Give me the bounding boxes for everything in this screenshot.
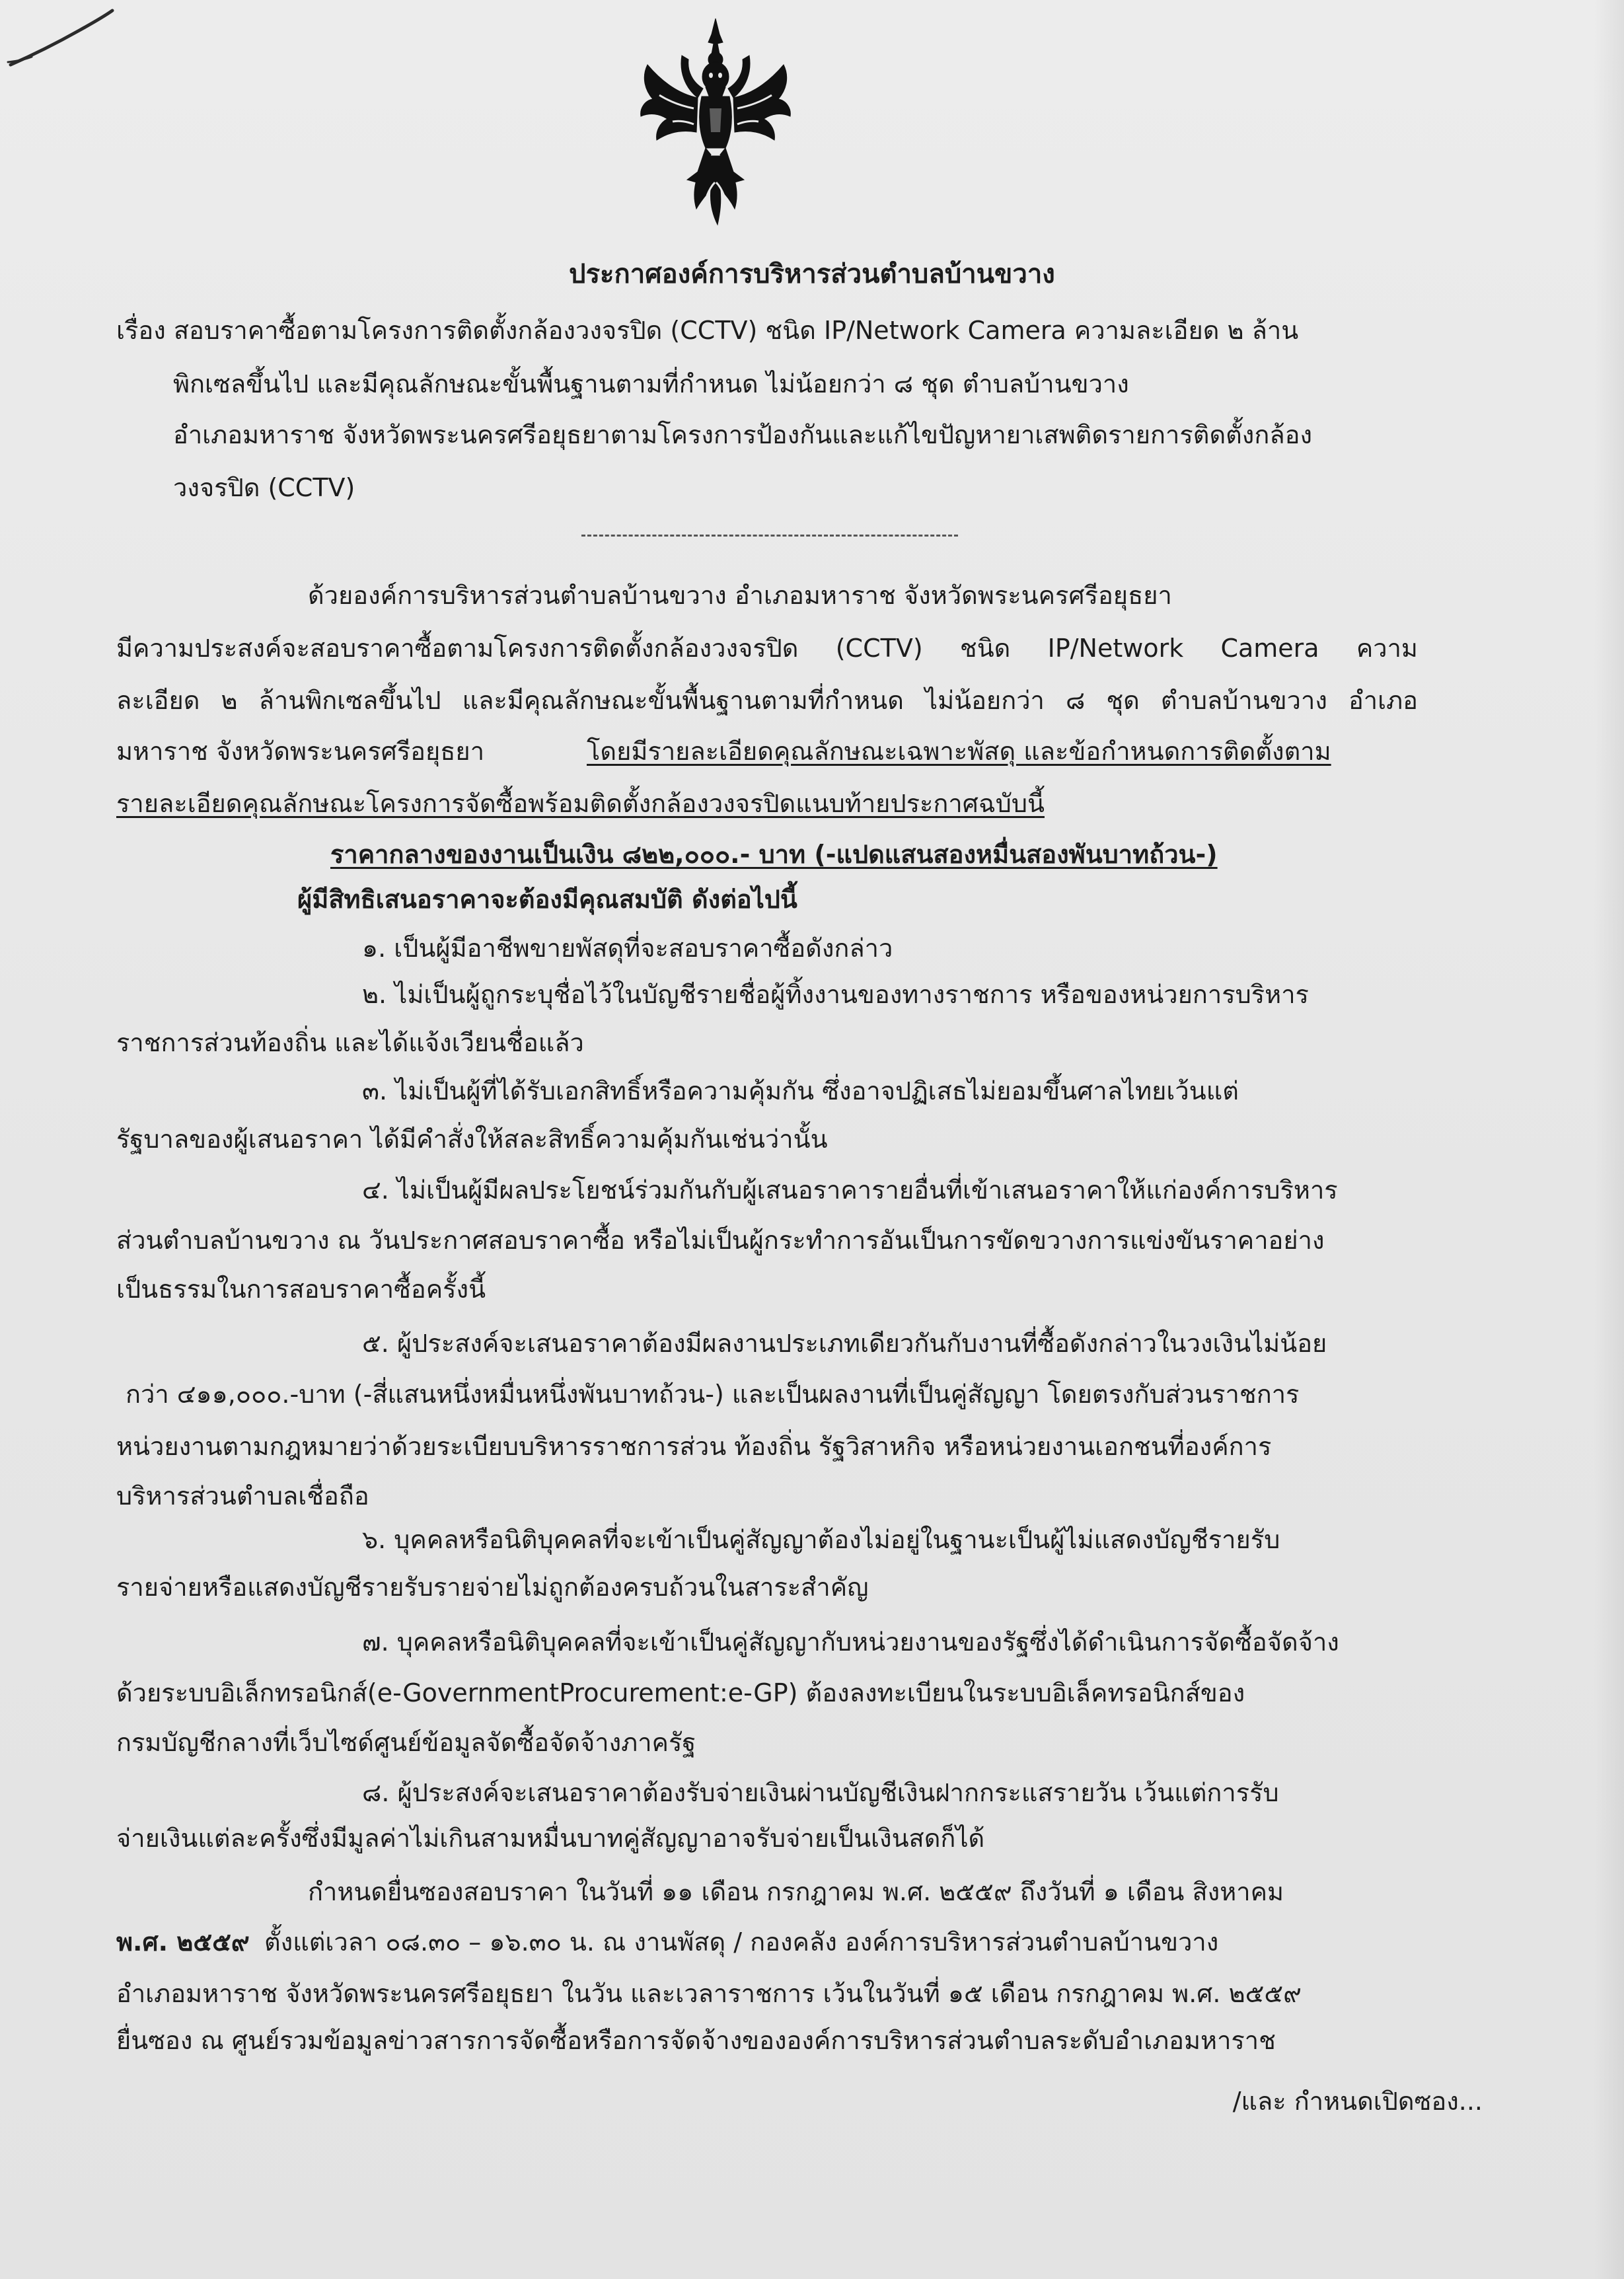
condition-2-line-2: ราชการส่วนท้องถิ่น และได้แจ้งเวียนชื่อแล้ว — [116, 1028, 584, 1057]
qualification-heading: ผู้มีสิทธิเสนอราคาจะต้องมีคุณสมบัติ ดังต่อไปนี้ — [297, 885, 797, 914]
condition-4-line-3: เป็นธรรมในการสอบราคาซื้อครั้งนี้ — [116, 1275, 486, 1304]
condition-2-line-1: ๒. ไม่เป็นผู้ถูกระบุชื่อไว้ในบัญชีรายชื่อผู้ทิ้งงานของทางราชการ หรือของหน่วยการบริหาร — [362, 980, 1309, 1009]
condition-4-line-1: ๔. ไม่เป็นผู้มีผลประโยชน์ร่วมกันกับผู้เสนอราคารายอื่นที่เข้าเสนอราคาให้แก่องค์การบริหาร — [362, 1176, 1338, 1205]
intro-line-4-plain: มหาราช จังหวัดพระนครศรีอยุธยา — [116, 737, 485, 766]
condition-3-line-2: รัฐบาลของผู้เสนอราคา ได้มีคำสั่งให้สละสิทธิ์ความคุ้มกันเช่นว่านั้น — [116, 1125, 828, 1154]
condition-8-line-2: จ่ายเงินแต่ละครั้งซึ่งมีมูลค่าไม่เกินสามหมื่นบาทคู่สัญญาอาจรับจ่ายเป็นเงินสดก็ได้ — [116, 1824, 985, 1853]
condition-7-line-1: ๗. บุคคลหรือนิติบุคคลที่จะเข้าเป็นคู่สัญญากับหน่วยงานของรัฐซึ่งได้ดำเนินการจัดซื้อจัดจ้าง — [362, 1627, 1339, 1657]
condition-5-line-2: กว่า ๔๑๑,๐๐๐.-บาท (-สี่แสนหนึ่งหมื่นหนึ่งพันบาทถ้วน-) และเป็นผลงานที่เป็นคู่สัญญา โดยตรงกับส่วนราชการ — [126, 1380, 1300, 1409]
continuation-note: /และ กำหนดเปิดซอง... — [1232, 2087, 1483, 2116]
condition-1: ๑. เป็นผู้มีอาชีพขายพัสดุที่จะสอบราคาซื้อดังกล่าว — [362, 934, 893, 963]
subject-line-4: วงจรปิด (CCTV) — [173, 473, 355, 502]
condition-3-line-1: ๓. ไม่เป็นผู้ที่ได้รับเอกสิทธิ์หรือความคุ้มกัน ซึ่งอาจปฏิเสธไม่ยอมขึ้นศาลไทยเว้นแต่ — [362, 1076, 1239, 1105]
condition-5-line-4: บริหารส่วนตำบลเชื่อถือ — [116, 1481, 369, 1511]
condition-8-line-1: ๘. ผู้ประสงค์จะเสนอราคาต้องรับจ่ายเงินผ่านบัญชีเงินฝากกระแสรายวัน เว้นแต่การรับ — [362, 1778, 1279, 1807]
condition-6-line-1: ๖. บุคคลหรือนิติบุคคลที่จะเข้าเป็นคู่สัญญาต้องไม่อยู่ในฐานะเป็นผู้ไม่แสดงบัญชีรายรับ — [362, 1525, 1280, 1554]
header-separator — [581, 535, 958, 537]
intro-line-2: มีความประสงค์จะสอบราคาซื้อตามโครงการติดตั้งกล้องวงจรปิด (CCTV) ชนิด IP/Network Camera ความ — [116, 634, 1418, 663]
condition-6-line-2: รายจ่ายหรือแสดงบัญชีรายรับรายจ่ายไม่ถูกต้องครบถ้วนในสาระสำคัญ — [116, 1573, 869, 1602]
condition-4-line-2: ส่วนตำบลบ้านขวาง ณ วันประกาศสอบราคาซื้อ หรือไม่เป็นผู้กระทำการอันเป็นการขัดขวางการแข่งขันราคาอย่าง — [116, 1226, 1325, 1255]
intro-line-5-underlined: รายละเอียดคุณลักษณะโครงการจัดซื้อพร้อมติดตั้งกล้องวงจรปิดแนบท้ายประกาศฉบับนี้ — [116, 789, 1045, 818]
condition-7-line-2: ด้วยระบบอิเล็กทรอนิกส์(e-GovernmentProcurement:e-GP) ต้องลงทะเบียนในระบบอิเล็คทรอนิกส์ของ — [116, 1678, 1245, 1707]
subject-line-3: อำเภอมหาราช จังหวัดพระนครศรีอยุธยาตามโครงการป้องกันและแก้ไขปัญหายาเสพติดรายการติดตั้งกล้อง — [173, 420, 1313, 449]
median-price-line: ราคากลางของงานเป็นเงิน ๘๒๒,๐๐๐.- บาท (-แปดแสนสองหมื่นสองพันบาทถ้วน-) — [330, 840, 1218, 869]
intro-line-3: ละเอียด ๒ ล้านพิกเซลขึ้นไป และมีคุณลักษณะขั้นพื้นฐานตามที่กำหนด ไม่น้อยกว่า ๘ ชุด ตำบลบ้านขวาง อำเภอ — [116, 686, 1418, 715]
intro-line-4-underlined: โดยมีรายละเอียดคุณลักษณะเฉพาะพัสดุ และข้อกำหนดการติดตั้งตาม — [587, 737, 1331, 766]
announcement-title: ประกาศองค์การบริหารส่วนตำบลบ้านขวาง — [569, 259, 1055, 289]
submission-line-4: ยื่นซอง ณ ศูนย์รวมข้อมูลข่าวสารการจัดซื้อหรือการจัดจ้างขององค์การบริหารส่วนตำบลระดับอำเภอมหาราช — [116, 2026, 1276, 2055]
intro-line-1: ด้วยองค์การบริหารส่วนตำบลบ้านขวาง อำเภอมหาราช จังหวัดพระนครศรีอยุธยา — [308, 581, 1172, 610]
subject-line-1: เรื่อง สอบราคาซื้อตามโครงการติดตั้งกล้องวงจรปิด (CCTV) ชนิด IP/Network Camera ความละเอียด ๒ ล้าน — [116, 316, 1299, 345]
submission-line-3: อำเภอมหาราช จังหวัดพระนครศรีอยุธยา ในวัน และเวลาราชการ เว้นในวันที่ ๑๕ เดือน กรกฎาคม พ.ศ. ๒๕๕๙ — [116, 1979, 1302, 2008]
submission-line-1: กำหนดยื่นซองสอบราคา ในวันที่ ๑๑ เดือน กรกฎาคม พ.ศ. ๒๕๕๙ ถึงวันที่ ๑ เดือน สิงหาคม — [308, 1877, 1284, 1906]
garuda-emblem-icon — [633, 16, 798, 234]
condition-5-line-1: ๕. ผู้ประสงค์จะเสนอราคาต้องมีผลงานประเภทเดียวกันกับงานที่ซื้อดังกล่าวในวงเงินไม่น้อย — [362, 1329, 1327, 1358]
subject-line-2: พิกเซลขึ้นไป และมีคุณลักษณะขั้นพื้นฐานตามที่กำหนด ไม่น้อยกว่า ๘ ชุด ตำบลบ้านขวาง — [173, 369, 1129, 398]
submission-line-2-year: พ.ศ. ๒๕๕๙ — [116, 1927, 250, 1957]
condition-7-line-3: กรมบัญชีกลางที่เว็บไซด์ศูนย์ข้อมูลจัดซื้อจัดจ้างภาครัฐ — [116, 1728, 696, 1757]
submission-line-2: ตั้งแต่เวลา ๐๘.๓๐ – ๑๖.๓๐ น. ณ งานพัสดุ / กองคลัง องค์การบริหารส่วนตำบลบ้านขวาง — [264, 1927, 1219, 1957]
condition-5-line-3: หน่วยงานตามกฎหมายว่าด้วยระเบียบบริหารราชการส่วน ท้องถิ่น รัฐวิสาหกิจ หรือหน่วยงานเอกชนที่องค์การ — [116, 1432, 1272, 1461]
pen-stroke-mark — [5, 4, 118, 77]
